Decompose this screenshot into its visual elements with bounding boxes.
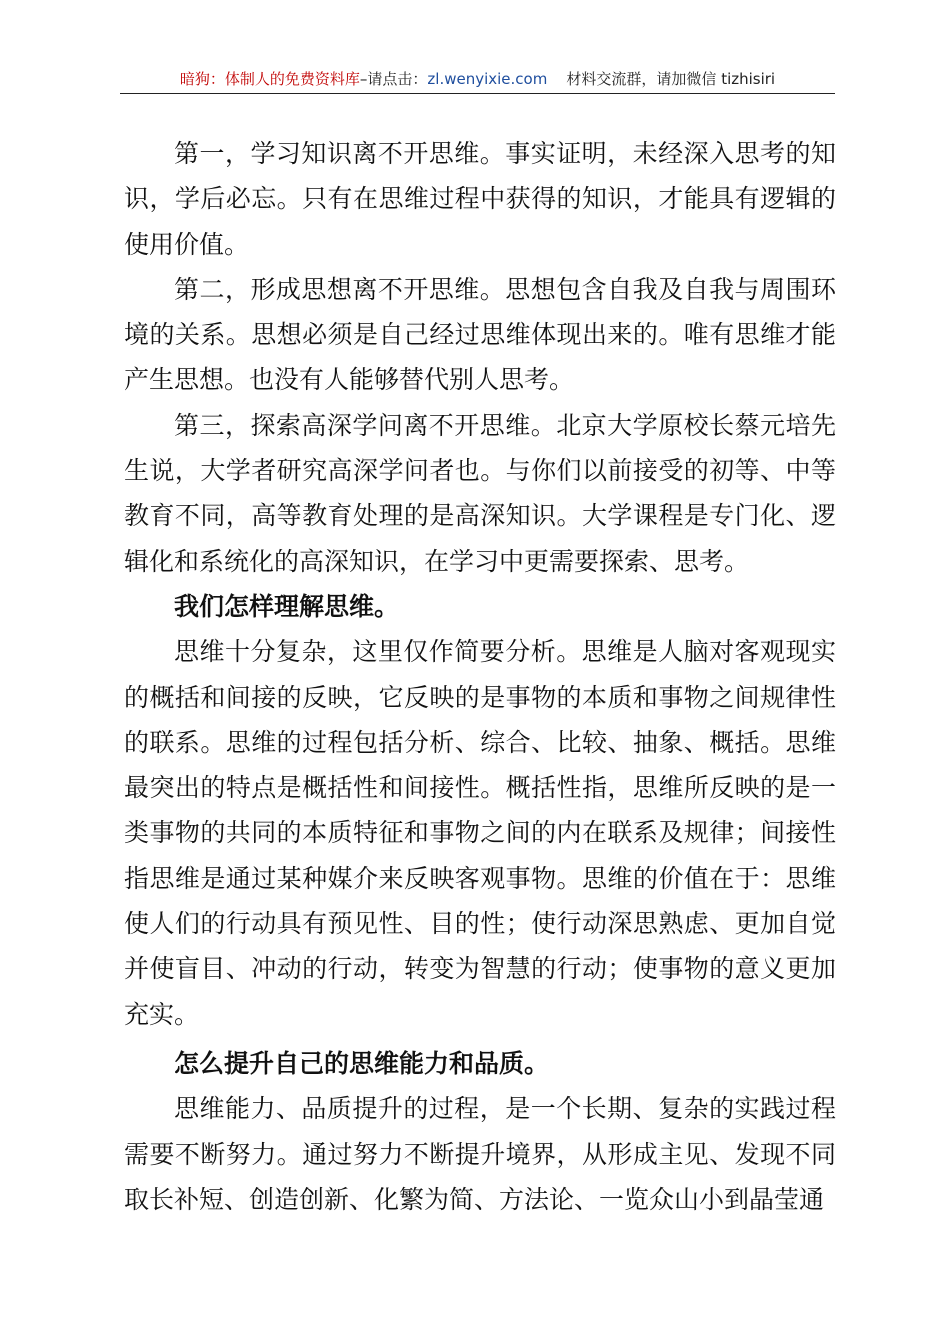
header-wechat-note: 材料交流群，请加微信 tizhisiri (566, 70, 776, 88)
paragraph-learning-knowledge: 第一，学习知识离不开思维。事实证明，未经深入思考的知识，学后必忘。只有在思维过程中获得的知识，才能具有逻辑的使用价值。 (124, 139, 836, 259)
paragraph-improvement-process: 思维能力、品质提升的过程，是一个长期、复杂的实践过程需要不断努力。通过努力不断提升境界，从形成主见、发现不同取长补短、创造创新、化繁为简、方法论、一览众山小到晶莹通 (124, 1094, 836, 1214)
section-heading-understanding-thinking: 我们怎样理解思维。 (174, 591, 400, 621)
paragraph-forming-thoughts: 第二，形成思想离不开思维。思想包含自我及自我与周围环境的关系。思想必须是自己经过思维体现出来的。唯有思维才能产生思想。也没有人能够替代别人思考。 (124, 274, 836, 395)
header-brand: 暗狗：体制人的免费资料库 (179, 70, 360, 88)
header-divider (120, 93, 835, 94)
header-click-prompt: –请点击： (359, 70, 428, 88)
header-url-link[interactable]: zl.wenyixie.com (427, 70, 548, 88)
paragraph-exploring-learning: 第三，探索高深学问离不开思维。北京大学原校长蔡元培先生说，大学者研究高深学问者也。与你们以前接受的初等、中等教育不同，高等教育处理的是高深知识。大学课程是专门化、逻辑化和系统化的高深知识，在学习中更需要探索、思考。 (124, 410, 836, 576)
paragraph-thinking-analysis: 思维十分复杂，这里仅作简要分析。思维是人脑对客观现实的概括和间接的反映，它反映的是事物的本质和事物之间规律性的联系。思维的过程包括分析、综合、比较、抽象、概括。思维最突出的特点是概括性和间接性。概括性指，思维所反映的是一类事物的共同的本质特征和事物之间的内在联系及规律；间接性指思维是通过某种媒介来反映客观事物。思维的价值在于：思维使人们的行动具有预见性、目的性；使行动深思熟虑、更加自觉并使盲目、冲动的行动，转变为智慧的行动；使事物的意义更加充实。 (124, 637, 836, 1029)
page-header (120, 66, 835, 92)
document-body (124, 131, 836, 1222)
section-heading-improving-thinking: 怎么提升自己的思维能力和品质。 (174, 1048, 550, 1078)
